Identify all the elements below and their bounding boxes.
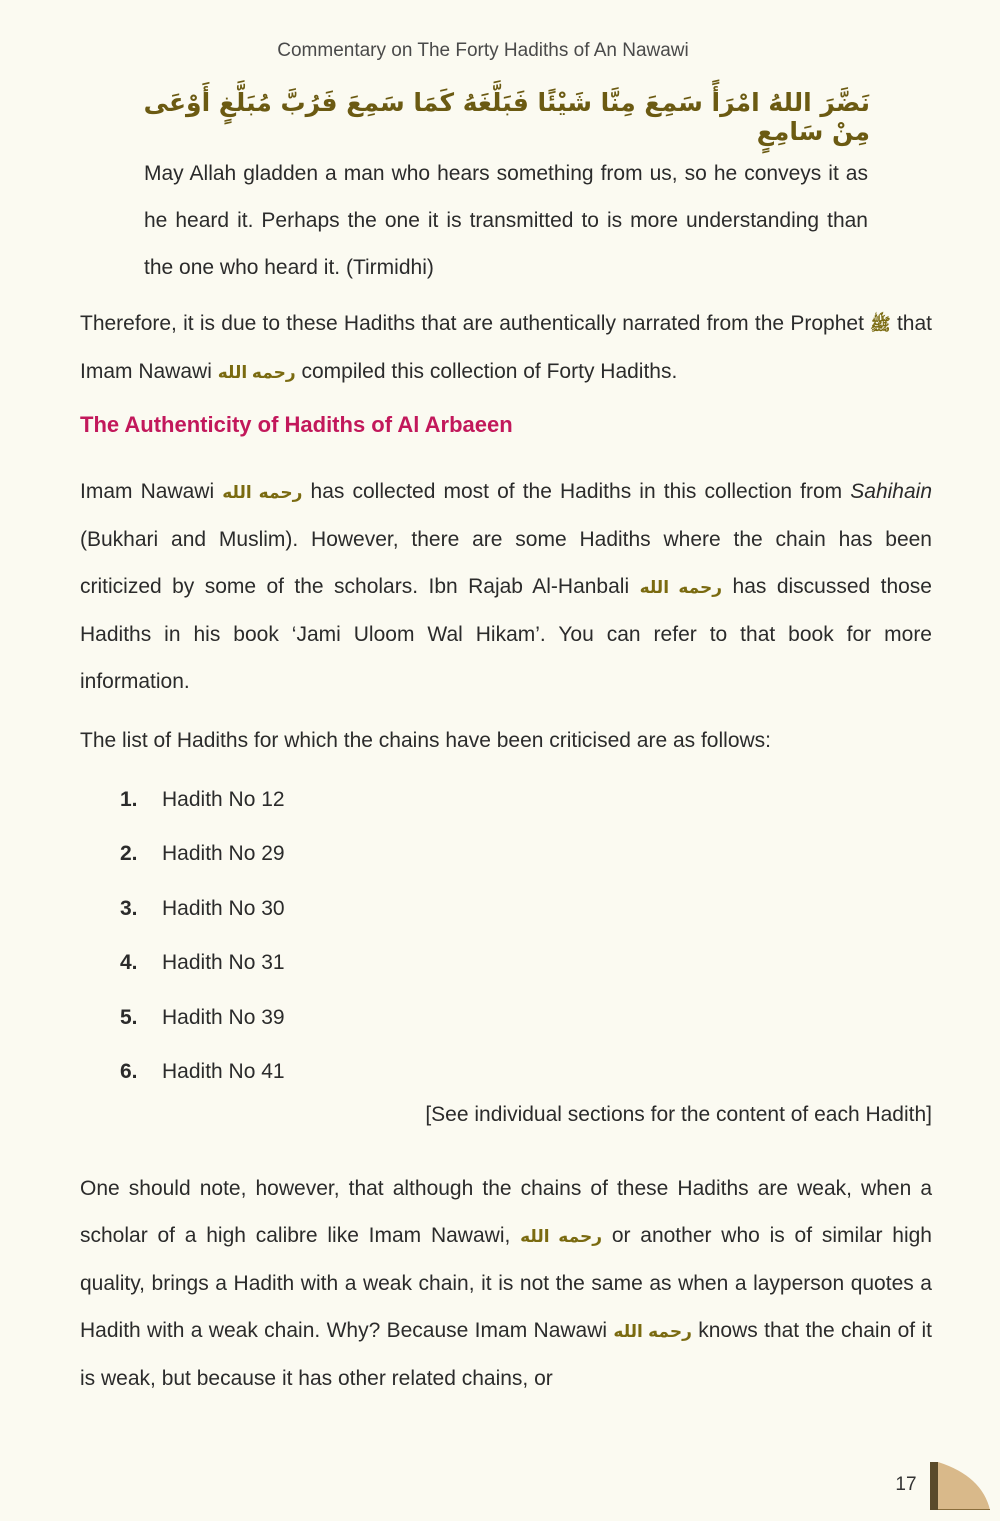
paragraph-text: that Imam Nawawi — [80, 312, 932, 383]
salawat-honorific: ﷺ — [870, 315, 891, 334]
page-number: 17 — [895, 1474, 917, 1495]
list-label: Hadith No 31 — [162, 951, 285, 975]
list-item — [120, 777, 285, 831]
hadith-translation-quote: May Allah gladden a man who hears something from us, so he conveys it as he heard it. Perhaps the one it is transmitted to is more understanding than the one who heard it. (Tirmidhi) — [144, 162, 868, 279]
rahimahullah-honorific: رحمه الله — [217, 363, 296, 382]
paragraph-text: Therefore, it is due to these Hadiths that are authentically narrated from the Prophet — [80, 312, 864, 335]
list-number: 2. — [120, 842, 138, 866]
list-number: 6. — [120, 1059, 138, 1083]
section-heading: The Authenticity of Hadiths of Al Arbaeen — [80, 412, 513, 437]
paragraph-text: knows that the chain of it is weak, but because it has other related chains, or — [80, 1319, 932, 1390]
list-label: Hadith No 39 — [162, 1005, 285, 1029]
paragraph-list-intro: The list of Hadiths for which the chains have been criticised are as follows: — [80, 729, 772, 752]
bracketed-note: [See individual sections for the content of each Hadith] — [425, 1103, 932, 1126]
list-number: 1. — [120, 788, 138, 811]
paragraph-text: or another who is of similar high quality, brings a Hadith with a weak chain, it is not the same as when a layperson quotes a Hadith with a weak chain. Why? Because Imam Nawawi — [80, 1224, 932, 1342]
list-item — [120, 831, 285, 885]
paragraph-text: compiled this collection of Forty Hadiths. — [301, 360, 678, 383]
list-item — [120, 1049, 285, 1103]
list-item — [120, 940, 285, 994]
list-item — [120, 886, 285, 940]
paragraph-intro — [80, 300, 932, 396]
list-number: 5. — [120, 1005, 138, 1029]
paragraph-text: (Bukhari and Muslim). However, there are some Hadiths where the chain has been criticized by some of the scholars. Ibn Rajab Al-Hanbali — [80, 528, 932, 598]
paragraph-text: One should note, however, that although the chains of these Hadiths are weak, when a scholar of a high calibre like Imam Nawawi, — [80, 1177, 932, 1247]
hadith-list — [120, 777, 285, 1103]
rahimahullah-honorific: رحمه الله — [639, 578, 723, 597]
rahimahullah-honorific: رحمه الله — [222, 483, 303, 502]
list-item — [120, 995, 285, 1049]
running-header: Commentary on The Forty Hadiths of An Nawawi — [277, 40, 689, 61]
rahimahullah-honorific: رحمه الله — [520, 1227, 603, 1246]
list-number: 4. — [120, 951, 138, 975]
paragraph-text: has collected most of the Hadiths in this collection from — [310, 480, 843, 503]
rahimahullah-honorific: رحمه الله — [613, 1322, 692, 1341]
list-number: 3. — [120, 896, 138, 920]
paragraph-text: Imam Nawawi — [80, 480, 215, 503]
paragraph-text: has discussed those Hadiths in his book ‘Jami Uloom Wal Hikam’. You can refer to that book for more information. — [80, 575, 932, 693]
arabic-hadith-text: نَضَّرَ اللهُ امْرَأً سَمِعَ مِنَّا شَيْئًا فَبَلَّغَهُ كَمَا سَمِعَ فَرُبَّ مُبَلَّغٍ أَوْعَى مِنْ سَامِعٍ — [143, 88, 870, 146]
list-label: Hadith No 29 — [162, 842, 285, 866]
italic-term-sahihain: Sahihain — [850, 480, 933, 503]
paragraph-authenticity — [80, 468, 932, 705]
list-label: Hadith No 30 — [162, 896, 285, 920]
page-corner-tab-icon — [930, 1462, 990, 1510]
paragraph-weak-chains — [80, 1165, 932, 1402]
list-label: Hadith No 12 — [162, 788, 285, 811]
list-label: Hadith No 41 — [162, 1059, 285, 1083]
